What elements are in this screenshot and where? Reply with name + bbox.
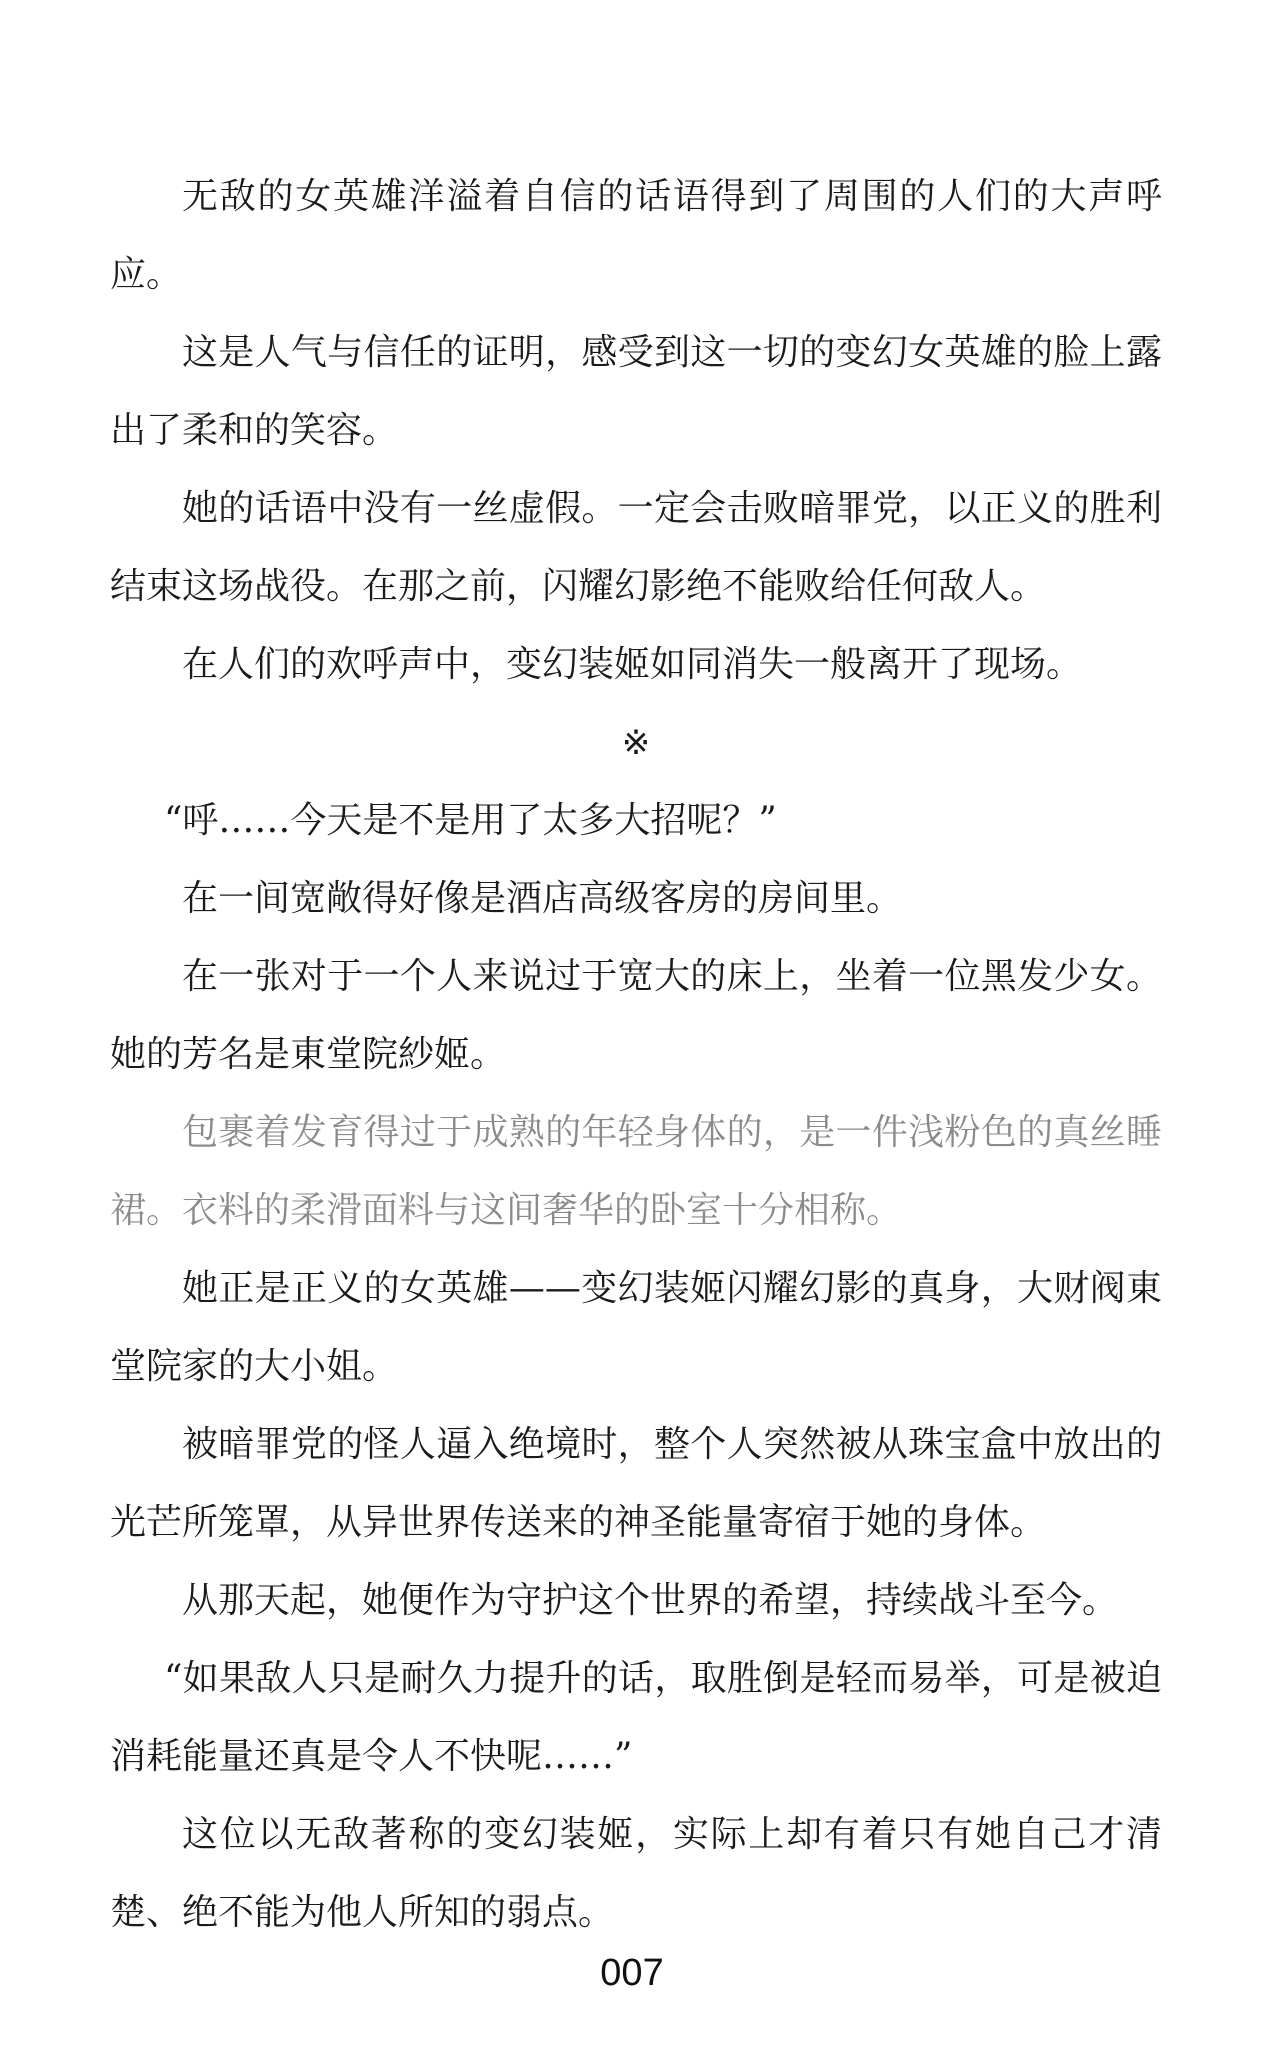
dialogue-paragraph: “呼……今天是不是用了太多大招呢？” — [164, 800, 777, 841]
page-number: 007 — [600, 1952, 664, 1994]
paragraph: 从那天起，她便作为守护这个世界的希望，持续战斗至今。 — [182, 1580, 1119, 1621]
paragraph: 在一间宽敞得好像是酒店高级客房的房间里。 — [182, 878, 903, 919]
paragraph: 无敌的女英雄洋溢着自信的话语得到了周围的人们的大声呼应。 — [110, 176, 1162, 295]
paragraph: 她的话语中没有一丝虚假。一定会击败暗罪党，以正义的胜利结束这场战役。在那之前，闪耀幻影绝不能败给任何敌人。 — [110, 488, 1162, 607]
paragraph: 被暗罪党的怪人逼入绝境时，整个人突然被从珠宝盒中放出的光芒所笼罩，从异世界传送来的神圣能量寄宿于她的身体。 — [110, 1424, 1162, 1543]
paragraph: 这是人气与信任的证明，感受到这一切的变幻女英雄的脸上露出了柔和的笑容。 — [110, 332, 1162, 451]
scene-separator: ※ — [621, 723, 651, 763]
paragraph: 在一张对于一个人来说过于宽大的床上，坐着一位黑发少女。她的芳名是東堂院紗姬。 — [110, 956, 1162, 1075]
paragraph: 在人们的欢呼声中，变幻装姬如同消失一般离开了现场。 — [182, 644, 1083, 685]
paragraph: 她正是正义的女英雄——变幻装姬闪耀幻影的真身，大财阀東堂院家的大小姐。 — [110, 1268, 1162, 1387]
dialogue-paragraph: “如果敌人只是耐久力提升的话，取胜倒是轻而易举，可是被迫消耗能量还真是令人不快呢……” — [110, 1658, 1162, 1777]
body-text — [110, 158, 1162, 1952]
faded-paragraph: 包裹着发育得过于成熟的年轻身体的，是一件浅粉色的真丝睡裙。衣料的柔滑面料与这间奢华的卧室十分相称。 — [110, 1112, 1162, 1231]
paragraph: 这位以无敌著称的变幻装姬，实际上却有着只有她自己才清楚、绝不能为他人所知的弱点。 — [110, 1814, 1162, 1933]
